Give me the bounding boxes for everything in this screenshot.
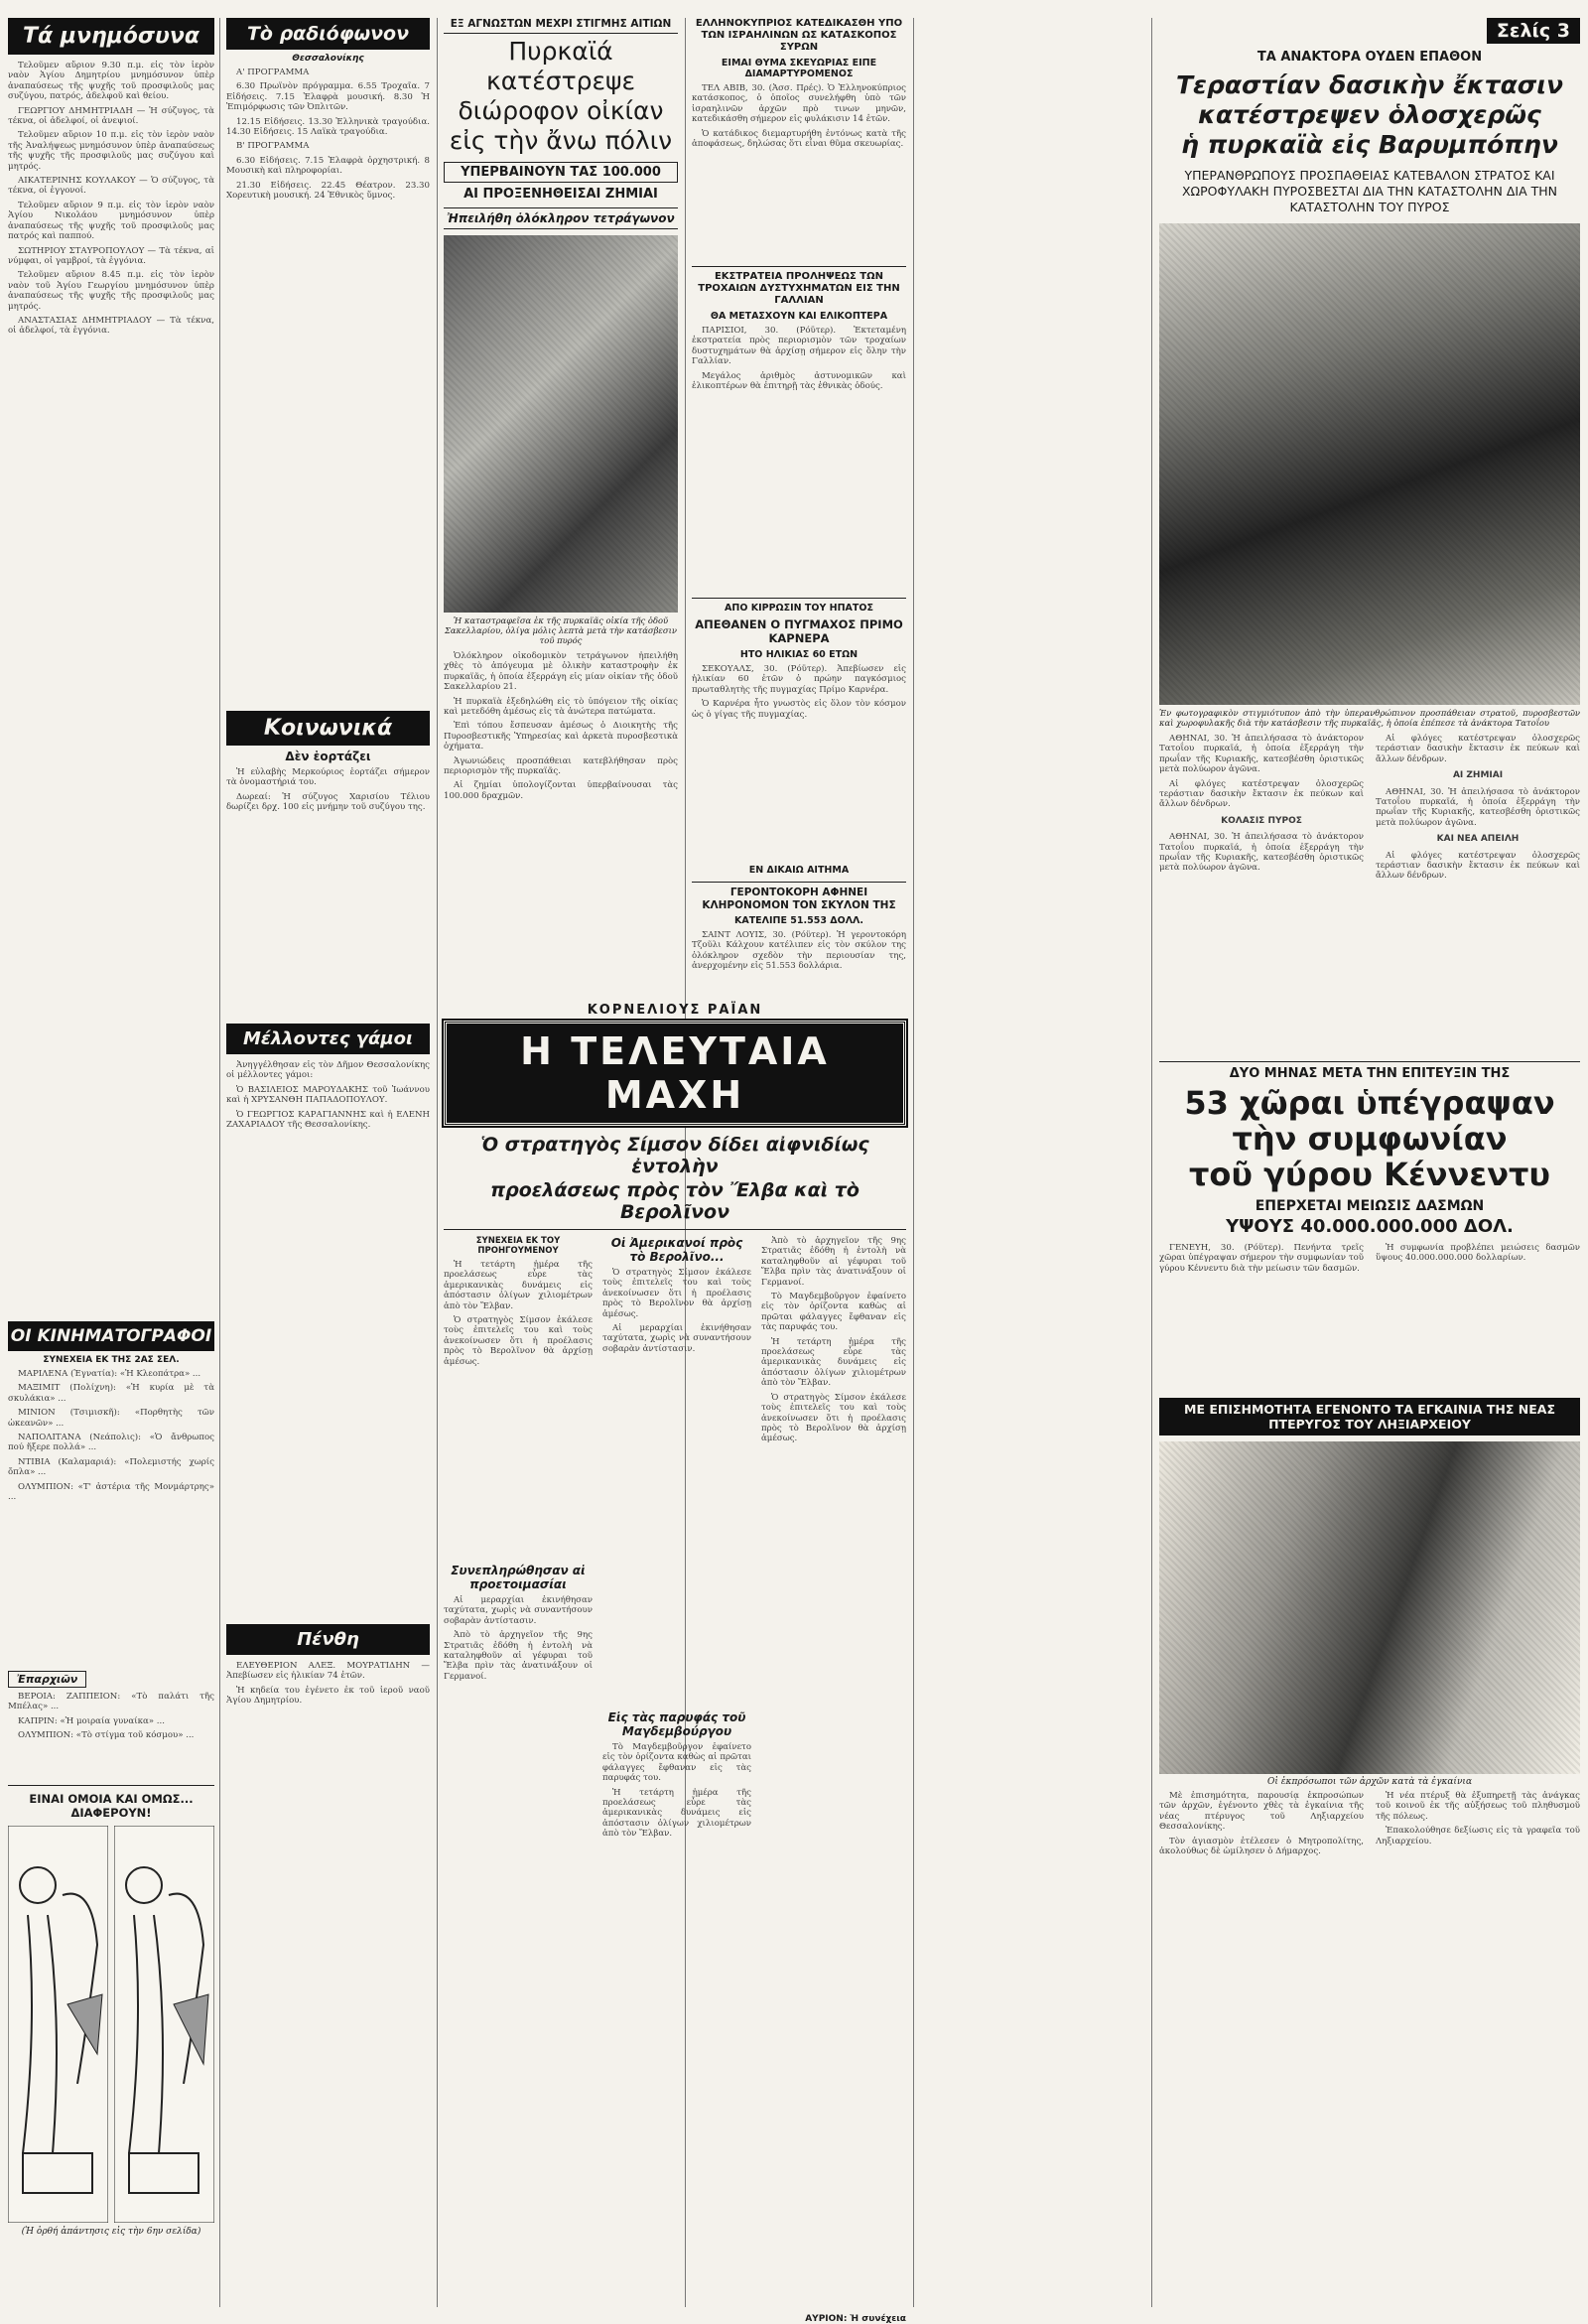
feature-headline: προελάσεως πρὸς τὸν Ἔλβα καὶ τὸ Βερολῖνον	[490, 1179, 860, 1223]
feature-column-text	[602, 1268, 751, 1705]
body-paragraph: Ὁλόκληρον οἰκοδομικὸν τετράγωνον ἠπειλήθη χθὲς τὸ ἀπόγευμα μὲ ὁλικὴν καταστροφὴν ἐκ πυρκαϊᾶς, ἡ ὁποία ἐξερράγη εἰς μίαν οἰκίαν τῆς ὁδοῦ Σακελλαρίου 21.	[444, 651, 678, 693]
cinemas-list	[8, 1369, 214, 1667]
registry-body	[1159, 1791, 1580, 1984]
society-line: Ἡ εὐλαβὴς Μερκούριος ἑορτάζει σήμερον τὰ ὀνομαστήριά του.	[226, 767, 430, 788]
feature-column-text	[444, 1260, 593, 1558]
palace-photo-caption: Ἐν φωτογραφικὸν στιγμιότυπον ἀπὸ τὴν ὑπερανθρώπινον προσπάθειαν στρατοῦ, πυροσβεστῶν καὶ χωροφυλακῆς διὰ τὴν κατάσβεσιν τῆς πυρκαϊᾶς, ἡ ὁποία ἐπέπεσε τὰ ἀνάκτορα Τατοΐου	[1159, 708, 1580, 728]
memorial-notice: ΣΩΤΗΡΙΟΥ ΣΤΑΥΡΟΠΟΥΛΟΥ — Τὰ τέκνα, αἱ νύμφαι, οἱ γαμβροί, τὰ ἐγγόνια.	[8, 245, 214, 266]
column-rule	[913, 18, 914, 2307]
kennedy-body-right	[1376, 1243, 1580, 1392]
spot-the-difference-cartoon	[8, 1826, 214, 2223]
column-rule	[437, 18, 438, 2307]
memorial-notice: ΓΕΩΡΓΙΟΥ ΔΗΜΗΤΡΙΑΔΗ — Ἡ σύζυγος, τὰ τέκνα, οἱ ἀδελφοί, οἱ ἀνεψιοί.	[8, 105, 214, 127]
radio-line: 6.30 Πρωϊνὸν πρόγραμμα. 6.55 Τροχαῖα. 7 Εἰδήσεις. 7.15 Ἑλαφρὰ μουσική. 8.30 Ἡ Ἐπιμόρφωσις τῶν Ὀπλιτῶν.	[226, 81, 430, 113]
registry-band: ΜΕ ΕΠΙΣΗΜΟΤΗΤΑ ΕΓΕΝΟΝΤΟ ΤΑ ΕΓΚΑΙΝΙΑ ΤΗΣ ΝΕΑΣ ΠΤΕΡΥΓΟΣ ΤΟΥ ΛΗΞΙΑΡΧΕΙΟΥ	[1159, 1398, 1580, 1435]
feature-continued: ΣΥΝΕΧΕΙΑ ΕΚ ΤΟΥ ΠΡΟΗΓΟΥΜΕΝΟΥ	[475, 1236, 561, 1256]
body-paragraph: ΣΑΙΝΤ ΛΟΥΙΣ, 30. (Ρόϋτερ). Ἡ γεροντοκόρη Τζοῦλι Κάλχουν κατέλιπεν εἰς τὸν σκύλον της ὁλόκληρον σχεδὸν τὴν περιουσίαν της, ἀνερχομένην εἰς 51.553 δολλάρια.	[692, 930, 906, 972]
weddings-text	[226, 1060, 430, 1616]
body-paragraph: Ἡ τετάρτη ἡμέρα τῆς προελάσεως εὗρε τὰς ἀμερικανικὰς δυνάμεις εἰς ἀπόστασιν ὀλίγων χιλιομέτρων ἀπὸ τὸν Ἔλβαν.	[444, 1260, 593, 1311]
page-label: Σελίς 3	[1487, 18, 1580, 44]
feature-body	[444, 1236, 906, 2324]
palace-deck: ΥΠΕΡΑΝΘΡΩΠΟΥΣ ΠΡΟΣΠΑΘΕΙΑΣ ΚΑΤΕΒΑΛΟΝ ΣΤΡΑΤΟΣ ΚΑΙ ΧΩΡΟΦΥΛΑΚΗ ΠΥΡΟΣΒΕΣΤΑΙ ΔΙΑ ΤΗΝ ΚΑΤΑΣΤΟΛΗΝ ΔΙΑ ΤΗΝ ΚΑΤΑΣΤΟΛΗΝ ΤΟΥ ΠΥΡΟΣ	[1181, 168, 1557, 214]
memorials-list	[8, 61, 214, 1313]
palace-fire-photo	[1159, 223, 1580, 705]
body-paragraph: ΑΘΗΝΑΙ, 30. Ἡ ἀπειλήσασα τὸ ἀνάκτορον Τατοΐου πυρκαϊά, ἡ ὁποία ἐξερράγη τὴν πρωΐαν τῆς Κυριακῆς, κατεσβέσθη ὁριστικῶς μετὰ πολύωρον ἀγῶνα.	[1376, 786, 1580, 828]
cypriot-body	[692, 83, 906, 262]
body-paragraph: Ἡ πυρκαϊὰ ἐξεδηλώθη εἰς τὸ ὑπόγειον τῆς οἰκίας καὶ μετεδόθη ἀμέσως εἰς τὰ ἀνώτερα πατώματα.	[444, 696, 678, 718]
feature-story	[444, 1003, 906, 2324]
body-paragraph: Ὁ στρατηγὸς Σίμσον ἐκάλεσε τοὺς ἐπιτελεῖς του καὶ τοὺς ἀνεκοίνωσεν ὅτι ἡ προέλασις πρὸς τὸ Βερολῖνον θὰ ἀρχίσῃ ἀμέσως.	[761, 1392, 906, 1444]
wedding-line: Ὁ ΓΕΩΡΓΙΟΣ ΚΑΡΑΓΙΑΝΝΗΣ καὶ ἡ ΕΛΕΝΗ ΖΑΧΑΡΙΑΔΟΥ τῆς Θεσσαλονίκης.	[226, 1109, 430, 1131]
body-paragraph: Ὁ κατάδικος διεμαρτυρήθη ἐντόνως κατὰ τῆς ἀποφάσεως, δηλώσας ὅτι εἶναι θῦμα σκευωρίας.	[692, 128, 906, 150]
palace-headline: ἡ πυρκαϊὰ εἰς Βαρυμπόπην	[1181, 130, 1558, 159]
radio-line: Α' ΠΡΟΓΡΑΜΜΑ	[236, 68, 310, 77]
body-paragraph: Ὁ στρατηγὸς Σίμσον ἐκάλεσε τοὺς ἐπιτελεῖς του καὶ τοὺς ἀνεκοίνωσεν ὅτι ἡ προέλασις πρὸς τὸ Βερολῖνον θὰ ἀρχίσῃ ἀμέσως.	[602, 1268, 751, 1319]
fire-story	[444, 18, 678, 880]
body-paragraph: ΑΘΗΝΑΙ, 30. Ἡ ἀπειλήσασα τὸ ἀνάκτορον Τατοΐου πυρκαϊά, ἡ ὁποία ἐξερράγη τὴν πρωΐαν τῆς Κυριακῆς, κατεσβέσθη ὁριστικῶς μετὰ πολύωρον ἀγῶνα.	[1159, 832, 1364, 874]
cartoon-panel-right	[114, 1826, 214, 2223]
memorial-notice: ΑΙΚΑΤΕΡΙΝΗΣ ΚΟΥΛΑΚΟΥ — Ὁ σύζυγος, τὰ τέκνα, οἱ ἐγγονοί.	[8, 176, 214, 197]
society-text	[226, 767, 430, 1016]
radio-line: Β' ΠΡΟΓΡΑΜΜΑ	[236, 141, 310, 152]
memorial-notice: ΑΝΑΣΤΑΣΙΑΣ ΔΗΜΗΤΡΙΑΔΟΥ — Τὰ τέκνα, οἱ ἀδελφοί, τὰ ἐγγόνια.	[8, 315, 214, 337]
radio-line: 12.15 Εἰδήσεις. 13.30 Ἑλληνικὰ τραγούδια. 14.30 Εἰδήσεις. 15 Λαϊκὰ τραγούδια.	[226, 116, 430, 138]
column-rule	[1151, 18, 1152, 2307]
body-paragraph: Ἀγωνιώδεις προσπάθειαι κατεβλήθησαν πρὸς περιορισμὸν τῆς πυρκαϊᾶς.	[444, 755, 678, 777]
dog-heir-headline: ΓΕΡΟΝΤΟΚΟΡΗ ΑΦΗΝΕΙ ΚΛΗΡΟΝΟΜΟΝ ΤΟΝ ΣΚΥΛΟΝ ΤΗΣ	[702, 887, 896, 911]
body-paragraph: Αἱ ζημίαι ὑπολογίζονται ὑπερβαίνουσαι τὰς 100.000 δραχμῶν.	[444, 780, 678, 801]
carnera-body	[692, 664, 906, 863]
memorials-band: Τά μνημόσυνα	[8, 18, 214, 55]
body-paragraph: ΣΕΚΟΥΑΛΣ, 30. (Ρόϋτερ). Ἀπεβίωσεν εἰς ἡλικίαν 60 ἐτῶν ὁ πρώην παγκόσμιος πρωταθλητὴς τῆς πυγμαχίας Πρίμο Καρνέρα.	[692, 664, 906, 695]
palace-kicker: ΤΑ ΑΝΑΚΤΟΡΑ ΟΥΔΕΝ ΕΠΑΘΟΝ	[1257, 50, 1483, 65]
fire-kicker: ΕΞ ΑΓΝΩΣΤΩΝ ΜΕΧΡΙ ΣΤΙΓΜΗΣ ΑΙΤΙΩΝ	[450, 18, 672, 30]
palace-subhead: ΑΙ ΖΗΜΙΑΙ	[1452, 770, 1504, 781]
fire-deck: ΑΙ ΠΡΟΞΕΝΗΘΕΙΣΑΙ ΖΗΜΙΑΙ	[463, 187, 658, 202]
memorial-notice: Τελοῦμεν αὔριον 10 π.μ. εἰς τὸν ἱερὸν ναὸν τῆς Ἀναλήψεως μνημόσυνον ὑπὲρ ἀναπαύσεως τῆς ψυχῆς τῆς προσφιλοῦς μας συζύγου καὶ μητρός.	[8, 130, 214, 172]
palace-headline: Τεραστίαν δασικὴν ἔκτασιν	[1175, 70, 1563, 99]
appeal-subhead: ΕΝ ΔΙΚΑΙΩ ΑΙΤΗΜΑ	[748, 865, 850, 876]
fire-photo	[444, 235, 678, 613]
weddings-band: Μέλλοντες γάμοι	[226, 1024, 430, 1054]
fire-headline: διώροφον οἰκίαν	[458, 96, 664, 125]
radio-sub: Θεσσαλονίκης	[292, 54, 364, 64]
radio-programme	[226, 68, 430, 703]
radio-band: Τὸ ραδιόφωνον	[226, 18, 430, 50]
body-paragraph: Ἀπὸ τὸ ἀρχηγεῖον τῆς 9ης Στρατιᾶς ἐδόθη ἡ ἐντολὴ νὰ καταληφθοῦν αἱ γέφυραι τοῦ Ἔλβα πρὶν τὰς ἀνατινάξουν οἱ Γερμανοί.	[444, 1630, 593, 1682]
registry-photo-caption: Οἱ ἐκπρόσωποι τῶν ἀρχῶν κατὰ τὰ ἐγκαίνια	[1266, 1777, 1473, 1787]
feature-subhead: Εἰς τὰς παρυφάς τοῦ Μαγδεμβούργου	[607, 1710, 746, 1738]
cinema-listing: ΟΛΥΜΠΙΟΝ: «Τ' ἀστέρια τῆς Μονμάρτρης» ...	[8, 1481, 214, 1503]
carnera-deck: ΗΤΟ ΗΛΙΚΙΑΣ 60 ΕΤΩΝ	[739, 649, 859, 660]
memorial-notice: Τελοῦμεν αὔριον 8.45 π.μ. εἰς τὸν ἱερὸν ναὸν τοῦ Ἁγίου Γεωργίου μνημόσυνον ὑπὲρ ἀναπαύσεως τῆς ψυχῆς τῆς προσφιλοῦς μας μητρός.	[8, 270, 214, 312]
carnera-kicker: ΑΠΟ ΚΙΡΡΩΣΙΝ ΤΟΥ ΗΠΑΤΟΣ	[725, 603, 873, 614]
body-paragraph: Ἐπὶ τόπου ἔσπευσαν ἀμέσως ὁ Διοικητὴς τῆς Πυροσβεστικῆς Ὑπηρεσίας καὶ ἀρκετὰ πυροσβεστικὰ ὀχήματα.	[444, 721, 678, 752]
memorial-notice: Τελοῦμεν αὔριον 9 π.μ. εἰς τὸν ἱερὸν ναὸν Ἁγίου Νικολάου μνημόσυνον ὑπὲρ ἀναπαύσεως τῆς ψυχῆς τοῦ προσφιλοῦς μας πατρός καὶ παππού.	[8, 200, 214, 242]
fire-body	[444, 651, 678, 880]
palace-body	[1159, 734, 1580, 1061]
cinema-listing: ΜΑΡΙΛΕΝΑ (Ἐγνατία): «Ἡ Κλεοπάτρα» ...	[18, 1369, 201, 1379]
feature-column-text	[444, 1595, 593, 2112]
kennedy-headline: 53 χῶραι ὑπέγραψαν	[1184, 1084, 1555, 1122]
palace-body-left	[1159, 734, 1364, 1061]
fire-headline: Πυρκαϊά κατέστρεψε	[485, 37, 636, 95]
radio-line: 21.30 Εἰδήσεις. 22.45 Θέατρον. 23.30 Χορευτικὴ μουσική. 24 Ἐθνικὸς ὕμνος.	[226, 180, 430, 202]
body-paragraph: Ἀπὸ τὸ ἀρχηγεῖον τῆς 9ης Στρατιᾶς ἐδόθη ἡ ἐντολὴ νὰ καταληφθοῦν αἱ γέφυραι τοῦ Ἔλβα πρὶν τὰς ἀνατινάξουν οἱ Γερμανοί.	[761, 1236, 906, 1288]
mourning-line: Ἡ κηδεία του ἐγένετο ἐκ τοῦ ἱεροῦ ναοῦ Ἁγίου Δημητρίου.	[226, 1685, 430, 1707]
cinema-listing: ΝΑΠΟΛΙΤΑΝΑ (Νεάπολις): «Ὁ ἄνθρωπος πού ἤξερε πολλά» ...	[8, 1433, 214, 1453]
feature-continuation: ΑΥΡΙΟΝ: Ἡ συνέχεια	[805, 2314, 906, 2324]
fire-subhead: Ἠπειλήθη ὁλόκληρον τετράγωνον	[444, 207, 678, 229]
wedding-line: Ἀνηγγέλθησαν εἰς τὸν Δῆμον Θεσσαλονίκης οἱ μέλλοντες γάμοι:	[226, 1060, 430, 1081]
france-headline: ΕΚΣΤΡΑΤΕΙΑ ΠΡΟΛΗΨΕΩΣ ΤΩΝ ΤΡΟΧΑΙΩΝ ΔΥΣΤΥΧΗΜΑΤΩΝ ΕΙΣ ΤΗΝ ΓΑΛΛΙΑΝ	[698, 271, 900, 306]
fire-photo-caption: Ἡ καταστραφεῖσα ἐκ τῆς πυρκαϊᾶς οἰκία τῆς ὁδοῦ Σακελλαρίου, ὀλίγα μόλις λεπτὰ μετὰ τὴν κατάσβεσιν τοῦ πυρός	[444, 615, 678, 645]
feature-author: ΚΟΡΝΕΛΙΟΥΣ ΡΑΪΑΝ	[587, 1003, 763, 1018]
dog-heir-deck: ΚΑΤΕΛΙΠΕ 51.553 ΔΟΛΛ.	[733, 915, 864, 926]
body-paragraph: Ἐπακολούθησε δεξίωσις εἰς τὰ γραφεῖα τοῦ Ληξιαρχείου.	[1376, 1826, 1580, 1846]
feature-column-text	[761, 1236, 906, 2308]
body-paragraph: Ἡ συμφωνία προβλέπει μειώσεις δασμῶν ὕψους 40.000.000.000 δολλαρίων.	[1376, 1243, 1580, 1264]
cinema-listing: ΜΙΝΙΟΝ (Τσιμισκῆ): «Πορθητὴς τῶν ὠκεανῶν» ...	[8, 1408, 214, 1429]
cypriot-headline: ΕΛΛΗΝΟΚΥΠΡΙΟΣ ΚΑΤΕΔΙΚΑΣΘΗ ΥΠΟ ΤΩΝ ΙΣΡΑΗΛΙΝΩΝ ΩΣ ΚΑΤΑΣΚΟΠΟΣ ΣΥΡΩΝ	[695, 18, 903, 53]
carnera-headline: ΑΠΕΘΑΝΕΝ Ο ΠΥΓΜΑΧΟΣ ΠΡΙΜΟ ΚΑΡΝΕΡΑ	[695, 617, 903, 645]
body-paragraph: Αἱ φλόγες κατέστρεψαν ὁλοσχερῶς τεράστιαν δασικὴν ἔκτασιν ἐκ πεύκων καὶ ἄλλων δένδρων.	[1376, 734, 1580, 764]
radio-line: 6.30 Εἰδήσεις. 7.15 Ἑλαφρὰ ὀρχηστρική. 8 Μουσικὴ καὶ πληροφορίαι.	[226, 155, 430, 177]
body-paragraph: Αἱ μεραρχίαι ἐκινήθησαν ταχύτατα, χωρὶς νὰ συναντήσουν σοβαρὰν ἀντίστασιν.	[444, 1595, 593, 1626]
fire-headline: εἰς τὴν ἄνω πόλιν	[449, 126, 673, 155]
mourning-text	[226, 1661, 430, 2256]
kennedy-headline: τὴν συμφωνίαν	[1232, 1120, 1508, 1158]
france-body	[692, 326, 906, 594]
registry-body-left	[1159, 1791, 1364, 1984]
kennedy-kicker: ΔΥΟ ΜΗΝΑΣ ΜΕΤΑ ΤΗΝ ΕΠΙΤΕΥΞΙΝ ΤΗΣ	[1229, 1066, 1511, 1081]
column-rule	[219, 18, 220, 2307]
france-deck: ΘΑ ΜΕΤΑΣΧΟΥΝ ΚΑΙ ΕΛΙΚΟΠΤΕΡΑ	[710, 311, 888, 322]
kennedy-deck: ΕΠΕΡΧΕΤΑΙ ΜΕΙΩΣΙΣ ΔΑΣΜΩΝ	[1255, 1198, 1485, 1214]
body-paragraph: Τὸν ἁγιασμὸν ἐτέλεσεν ὁ Μητροπολίτης, ἀκολούθως δὲ ὡμίλησεν ὁ Δήμαρχος.	[1159, 1836, 1364, 1857]
body-paragraph: Τὸ Μαγδεμβοῦργον ἐφαίνετο εἰς τὸν ὁρίζοντα καθὼς αἱ πρῶται φάλαγγες ἔφθαναν εἰς τὰς παρυφάς του.	[761, 1292, 906, 1333]
kennedy-body	[1159, 1243, 1580, 1392]
body-paragraph: Αἱ φλόγες κατέστρεψαν ὁλοσχερῶς τεράστιαν δασικὴν ἔκτασιν ἐκ πεύκων καὶ ἄλλων δένδρων.	[1159, 778, 1364, 810]
registry-body-right	[1376, 1791, 1580, 1984]
body-paragraph: ΤΕΛ ΑΒΙΒ, 30. (Ἀσσ. Πρές). Ὁ Ἑλληνοκύπριος κατάσκοπος, ὁ ὁποῖος συνελήφθη ὑπὸ τῶν ἰσραηλινῶν ἀρχῶν πρὸ τινων μηνῶν, κατεδικάσθη σήμερον εἰς φυλάκισιν 14 ἐτῶν.	[692, 83, 906, 125]
provinces-label: Ἐπαρχιῶν	[8, 1671, 86, 1688]
feature-title: Η ΤΕΛΕΥΤΑΙΑ ΜΑΧΗ	[444, 1021, 906, 1126]
body-paragraph: Ὁ στρατηγὸς Σίμσον ἐκάλεσε τοὺς ἐπιτελεῖς του καὶ τοὺς ἀνεκοίνωσεν ὅτι ἡ προέλασις πρὸς τὸ Βερολῖνον θὰ ἀρχίσῃ ἀμέσως.	[444, 1315, 593, 1367]
front-right-column	[1159, 18, 1580, 1984]
cinema-listing: ΜΑΞΙΜΙΤ (Πολίχνη): «Ἡ κυρία μὲ τὰ σκυλάκια» ...	[8, 1383, 214, 1404]
society-band: Κοινωνικά	[226, 711, 430, 746]
feature-column-text	[602, 1742, 751, 2119]
cartoon-title: ΕΙΝΑΙ ΟΜΟΙΑ ΚΑΙ ΟΜΩΣ... ΔΙΑΦΕΡΟΥΝ!	[29, 1792, 194, 1820]
body-paragraph: Ἡ τετάρτη ἡμέρα τῆς προελάσεως εὗρε τὰς ἀμερικανικὰς δυνάμεις εἰς ἀπόστασιν ὀλίγων χιλιομέτρων ἀπὸ τὸν Ἔλβαν.	[761, 1336, 906, 1389]
body-paragraph: ΠΑΡΙΣΙΟΙ, 30. (Ρόϋτερ). Ἐκτεταμένη ἐκστρατεία πρὸς περιορισμὸν τῶν τροχαίων δυστυχημάτων θὰ ἀρχίσῃ σήμερον εἰς ὅλην τὴν Γαλλίαν.	[692, 326, 906, 367]
registry-photo	[1159, 1441, 1580, 1774]
palace-body-right	[1376, 734, 1580, 1061]
society-line: Δωρεαί: Ἡ σύζυγος Χαρισίου Τέλιου δωρίζει δρχ. 100 εἰς μνήμην τοῦ συζύγου της.	[226, 791, 430, 813]
palace-subhead: ΚΟΛΑΣΙΣ ΠΥΡΟΣ	[1221, 815, 1302, 826]
body-paragraph: Αἱ μεραρχίαι ἐκινήθησαν ταχύτατα, χωρὶς νὰ συναντήσουν σοβαρὰν ἀντίστασιν.	[602, 1323, 751, 1354]
society-column	[226, 18, 430, 2256]
body-paragraph: Μεγάλος ἀριθμὸς ἀστυνομικῶν καὶ ἑλικοπτέρων θὰ ἐπιτηρῇ τὰς ἐθνικὰς ὁδούς.	[692, 370, 906, 392]
world-news-column	[692, 18, 906, 1020]
body-paragraph: Μὲ ἐπισημότητα, παρουσίᾳ ἐκπροσώπων τῶν ἀρχῶν, ἐγένοντο χθὲς τὰ ἐγκαίνια τῆς νέας πτέρυγος τοῦ Ληξιαρχείου Θεσσαλονίκης.	[1159, 1791, 1364, 1833]
body-paragraph: ΓΕΝΕΥΗ, 30. (Ρόϋτερ). Πενήντα τρεῖς χῶραι ὑπέγραψαν σήμερον τὴν συμφωνίαν τοῦ γύρου Κέννεντυ διὰ τὴν μείωσιν τῶν δασμῶν.	[1159, 1243, 1364, 1274]
feature-headline: Ὁ στρατηγὸς Σίμσον δίδει αἰφνιδίως ἐντολὴν	[480, 1134, 869, 1177]
body-paragraph: Ἡ τετάρτη ἡμέρα τῆς προελάσεως εὗρε τὰς ἀμερικανικὰς δυνάμεις εἰς ἀπόστασιν ὀλίγων χιλιομέτρων ἀπὸ τὸν Ἔλβαν.	[602, 1787, 751, 1840]
body-paragraph: Ἡ νέα πτέρυξ θὰ ἐξυπηρετῇ τὰς ἀνάγκας τοῦ κοινοῦ ἐκ τῆς αὐξήσεως τοῦ πληθυσμοῦ τῆς πόλεως.	[1376, 1791, 1580, 1822]
feature-subhead: Συνεπληρώθησαν αἱ προετοιμασίαι	[451, 1564, 586, 1591]
body-paragraph: Αἱ φλόγες κατέστρεψαν ὁλοσχερῶς τεράστιαν δασικὴν ἔκτασιν ἐκ πεύκων καὶ ἄλλων δένδρων.	[1376, 850, 1580, 882]
kennedy-body-left	[1159, 1243, 1364, 1392]
cinema-listing: ΝΤΙΒΙΑ (Καλαμαριά): «Πολεμιστής χωρίς ὄπλα» ...	[8, 1456, 214, 1478]
memorial-notice: Τελοῦμεν αὔριον 9.30 π.μ. εἰς τὸν ἱερὸν ναὸν Ἁγίου Δημητρίου μνημόσυνον ὑπὲρ ἀναπαύσεως τῆς ψυχῆς τοῦ προσφιλοῦς μας συζύγου, πατρός, ἀδελφοῦ καὶ θείου.	[8, 61, 214, 102]
cartoon-panel-left	[8, 1826, 108, 2223]
palace-headline: κατέστρεψεν ὁλοσχερῶς	[1198, 100, 1541, 129]
cinema-listing: ΚΑΠΡΙΝ: «Ἡ μοιραία γυναίκα» ...	[18, 1715, 165, 1726]
cinemas-band: ΟΙ ΚΙΝΗΜΑΤΟΓΡΑΦΟΙ	[8, 1321, 214, 1351]
mourning-band: Πένθη	[226, 1624, 430, 1655]
cinema-listing: ΒΕΡΟΙΑ: ΖΑΠΠΕΙΟΝ: «Τὸ παλάτι τῆς Μπέλας» ...	[8, 1692, 214, 1712]
feature-subhead: Οἱ Ἀμερικανοί πρὸς τὸ Βερολῖνο...	[610, 1236, 743, 1264]
society-sub: Δὲν ἑορτάζει	[285, 750, 371, 763]
mourning-line: ΕΛΕΥΘΕΡΙΟΝ ΑΛΕΞ. ΜΟΥΡΑΤΙΔΗΝ — Ἀπεβίωσεν εἰς ἡλικίαν 74 ἐτῶν.	[226, 1661, 430, 1682]
body-paragraph: Ὁ Καρνέρα ἦτο γνωστὸς εἰς ὅλον τὸν κόσμον ὡς ὁ γίγας τῆς πυγμαχίας.	[692, 699, 906, 720]
body-paragraph: ΑΘΗΝΑΙ, 30. Ἡ ἀπειλήσασα τὸ ἀνάκτορον Τατοΐου πυρκαϊά, ἡ ὁποία ἐξερράγη τὴν πρωΐαν τῆς Κυριακῆς, κατεσβέσθη ὁριστικῶς μετὰ πολύωρον ἀγῶνα.	[1159, 734, 1364, 775]
cinemas-continued: ΣΥΝΕΧΕΙΑ ΕΚ ΤΗΣ 2ΑΣ ΣΕΛ.	[43, 1355, 180, 1365]
palace-subhead: ΚΑΙ ΝΕΑ ΑΠΕΙΛΗ	[1436, 834, 1520, 845]
kennedy-deck: ΥΨΟΥΣ 40.000.000.000 ΔΟΛ.	[1226, 1216, 1514, 1237]
kennedy-headline: τοῦ γύρου Κέννεντυ	[1188, 1156, 1551, 1193]
wedding-line: Ὁ ΒΑΣΙΛΕΙΟΣ ΜΑΡΟΥΔΑΚΗΣ τοῦ Ἰωάννου καὶ ἡ ΧΡΥΣΑΝΘΗ ΠΑΠΑΔΟΠΟΥΛΟΥ.	[226, 1084, 430, 1106]
fire-deck: ΥΠΕΡΒΑΙΝΟΥΝ ΤΑΣ 100.000	[444, 162, 678, 183]
cinema-listing: ΟΛΥΜΠΙΟΝ: «Τὸ στίγμα τοῦ κόσμου» ...	[18, 1730, 195, 1741]
memorials-column	[8, 18, 214, 2237]
body-paragraph: Τὸ Μαγδεμβοῦργον ἐφαίνετο εἰς τὸν ὁρίζοντα καθὼς αἱ πρῶται φάλαγγες ἔφθαναν εἰς τὰς παρυφάς του.	[602, 1742, 751, 1784]
cartoon-caption: (Ἡ ὀρθή ἀπάντησις εἰς τὴν 6ην σελίδα)	[21, 2227, 201, 2237]
provinces-list	[8, 1692, 214, 1781]
cypriot-deck: ΕΙΜΑΙ ΘΥΜΑ ΣΚΕΥΩΡΙΑΣ ΕΙΠΕ ΔΙΑΜΑΡΤΥΡΟΜΕΝΟΣ	[721, 58, 877, 79]
